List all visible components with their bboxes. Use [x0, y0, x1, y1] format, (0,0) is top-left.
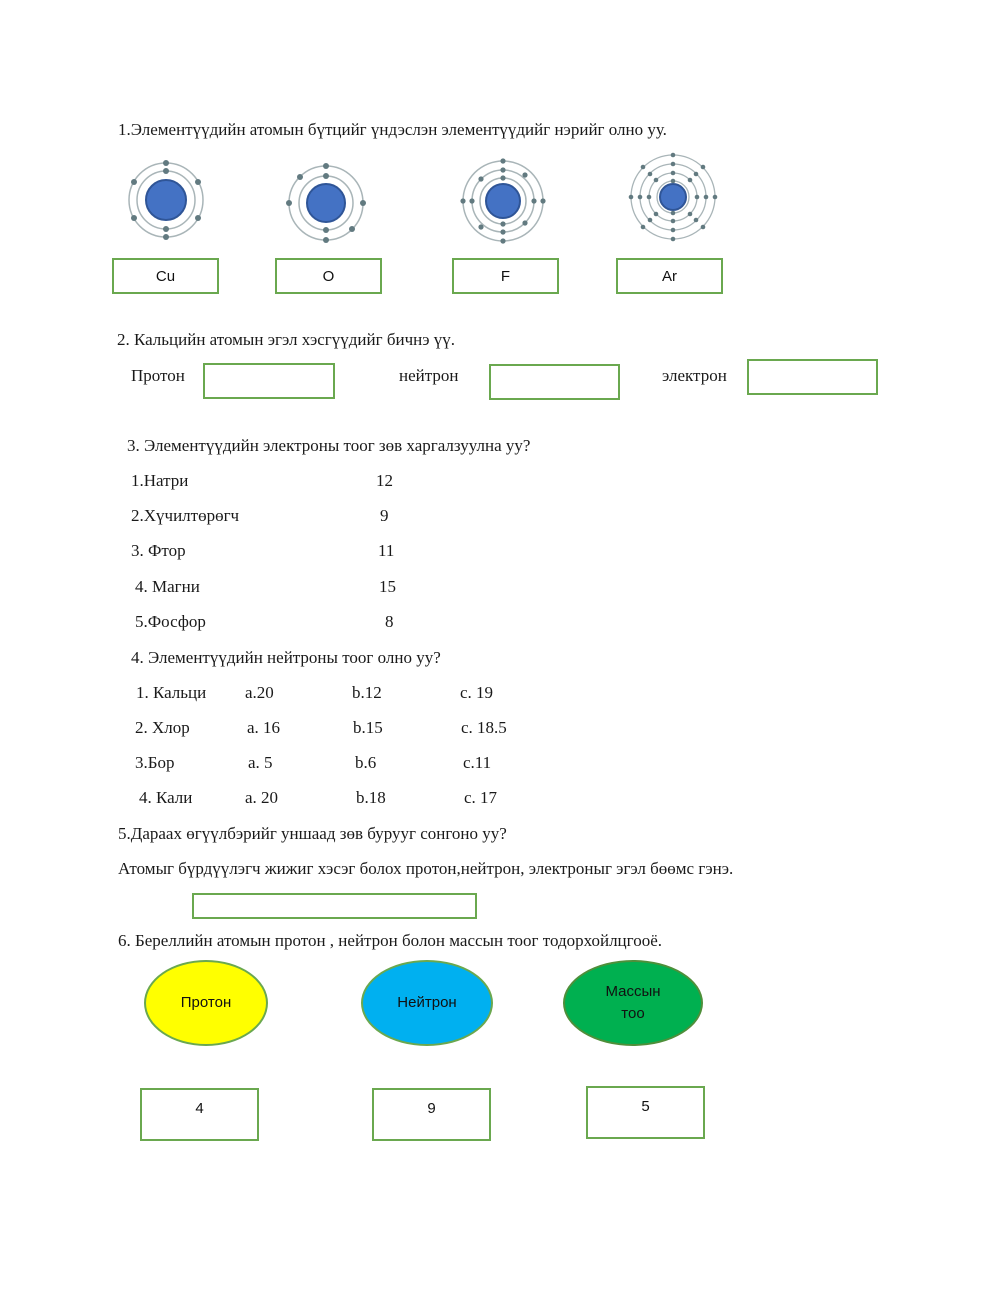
- q1-title: 1.Элементүүдийн атомын бүтцийг үндэслэн элементүүдийг нэрийг олно уу.: [118, 120, 667, 139]
- q4-element-name: 3.Бор: [135, 753, 175, 772]
- atom-2-shells-icon: [126, 160, 206, 240]
- atom-2-shells-icon: [286, 163, 366, 243]
- q3-electron-value: 12: [376, 471, 393, 490]
- q4-option-c[interactable]: c.11: [463, 753, 492, 772]
- atom-4-shells-icon: [628, 152, 718, 242]
- q3-element-name: 3. Фтор: [131, 541, 186, 560]
- ellipse-label-line1: Протон: [180, 993, 232, 1011]
- q4-option-c[interactable]: c. 17: [464, 788, 498, 807]
- mass-number-answer-box[interactable]: 5: [586, 1086, 705, 1139]
- proton-input-box[interactable]: [203, 363, 335, 399]
- q4-title: 4. Элементүүдийн нейтроны тоог олно уу?: [131, 648, 441, 667]
- neutron-label-ellipse: [361, 960, 493, 1046]
- electron-input-box[interactable]: [747, 359, 878, 395]
- neutron-input-box[interactable]: [489, 364, 620, 400]
- q4-option-b[interactable]: b.18: [356, 788, 386, 807]
- answer-box-ar[interactable]: Ar: [616, 258, 723, 294]
- q4-option-c[interactable]: c. 19: [460, 683, 494, 702]
- q3-electron-value: 15: [379, 577, 396, 596]
- ellipse-label-line2: тоо: [621, 1005, 645, 1022]
- answer-box-cu[interactable]: Cu: [112, 258, 219, 294]
- q4-option-b[interactable]: b.12: [352, 683, 382, 702]
- proton-label-ellipse: [144, 960, 268, 1046]
- q5-title: 5.Дараах өгүүлбэрийг уншаад зөв бурууг сонгоно уу?: [118, 824, 507, 843]
- q4-element-name: 4. Кали: [139, 788, 193, 807]
- q5-statement: Атомыг бүрдүүлэгч жижиг хэсэг болох протон,нейтрон, электроныг эгэл бөөмс гэнэ.: [118, 859, 734, 878]
- true-false-answer-box[interactable]: [192, 893, 477, 919]
- q2-title: 2. Кальцийн атомын эгэл хэсгүүдийг бичнэ үү.: [117, 330, 456, 349]
- q3-element-name: 2.Хүчилтөрөгч: [131, 506, 240, 525]
- q4-option-b[interactable]: b.6: [355, 753, 377, 772]
- q3-title: 3. Элементүүдийн электроны тоог зөв харгалзуулна уу?: [127, 436, 531, 455]
- q4-option-a[interactable]: a.20: [245, 683, 274, 702]
- q3-electron-value: 9: [380, 506, 389, 525]
- neutron-answer-box[interactable]: 9: [372, 1088, 491, 1141]
- q4-option-a[interactable]: a. 20: [245, 788, 279, 807]
- q3-electron-value: 8: [385, 612, 394, 631]
- proton-answer-box[interactable]: 4: [140, 1088, 259, 1141]
- q4-element-name: 2. Хлор: [135, 718, 190, 737]
- mass-number-label-ellipse: [563, 960, 703, 1046]
- answer-box-f[interactable]: F: [452, 258, 559, 294]
- atom-3-shells-icon: [460, 158, 546, 244]
- neutron-label: нейтрон: [399, 366, 459, 385]
- proton-label: Протон: [131, 366, 185, 385]
- q4-option-a[interactable]: a. 5: [248, 753, 273, 772]
- q4-option-b[interactable]: b.15: [353, 718, 383, 737]
- ellipse-label-line1: Массын: [605, 982, 661, 1000]
- q3-element-name: 4. Магни: [135, 577, 200, 596]
- q3-electron-value: 11: [378, 541, 395, 560]
- answer-box-o[interactable]: O: [275, 258, 382, 294]
- q4-element-name: 1. Кальци: [136, 683, 207, 702]
- ellipse-label-line1: Нейтрон: [397, 993, 457, 1011]
- q4-option-a[interactable]: a. 16: [247, 718, 281, 737]
- q6-title: 6. Береллийн атомын протон , нейтрон болон массын тоог тодорхойлцгооё.: [118, 931, 662, 950]
- q3-element-name: 1.Натри: [131, 471, 189, 490]
- q4-option-c[interactable]: c. 18.5: [461, 718, 507, 737]
- electron-label: электрон: [662, 366, 727, 385]
- q3-element-name: 5.Фосфор: [135, 612, 206, 631]
